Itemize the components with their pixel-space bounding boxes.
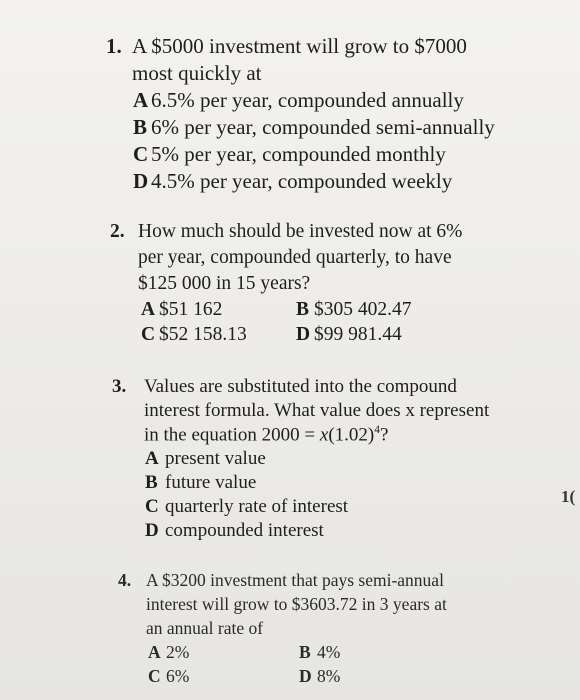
- question-4-option-b[interactable]: [299, 644, 340, 662]
- question-4-option-d[interactable]: [299, 668, 340, 686]
- question-3-stem-line-1: [112, 377, 489, 401]
- option-letter: A: [141, 299, 156, 320]
- question-4-stem-line-1: [118, 572, 447, 596]
- question-1-number: 1.: [106, 34, 122, 58]
- question-3-equation-line: [112, 425, 489, 449]
- question-4-option-a[interactable]: [148, 644, 299, 662]
- question-2-option-d[interactable]: [296, 325, 402, 345]
- question-4-stem-line-3: an annual rate of: [146, 618, 264, 638]
- question-3-option-c[interactable]: [112, 497, 489, 521]
- question-2-stem-line-3: $125 000 in 15 years?: [138, 273, 311, 294]
- equation-suffix: ?: [379, 424, 389, 446]
- question-4: [118, 572, 447, 692]
- option-text: future value: [165, 472, 257, 493]
- question-1-stem-line-1: [106, 36, 495, 63]
- option-letter: A: [133, 88, 149, 112]
- option-letter: B: [299, 642, 311, 662]
- question-1-stem-line-2: most quickly at: [132, 61, 262, 85]
- question-2-options-row-1: [110, 300, 462, 325]
- question-1-text: A $5000 investment will grow to $7000: [132, 34, 467, 58]
- option-letter: A: [145, 448, 159, 469]
- equation-prefix: in the equation 2000 =: [144, 424, 320, 446]
- equation-base: (1.02): [328, 424, 375, 446]
- option-text: 6%: [166, 666, 190, 686]
- question-1-option-d[interactable]: [106, 171, 495, 198]
- question-4-stem-line-2: interest will grow to $3603.72 in 3 years at: [146, 594, 447, 614]
- question-1-option-b[interactable]: [106, 117, 495, 144]
- question-3-option-b[interactable]: [112, 473, 489, 497]
- option-letter: D: [296, 324, 311, 345]
- question-2-stem-line-1: [110, 222, 462, 248]
- question-4-options-row-2: [118, 668, 447, 692]
- option-text: $305 402.47: [314, 299, 412, 320]
- option-text: 6% per year, compounded semi-annually: [151, 115, 495, 139]
- option-letter: A: [148, 642, 161, 662]
- option-letter: B: [145, 472, 158, 493]
- question-4-options-row-1: [118, 644, 447, 668]
- option-text: $52 158.13: [159, 324, 247, 345]
- option-letter: C: [148, 666, 161, 686]
- equation-exponent: 4: [374, 424, 380, 436]
- option-text: $51 162: [159, 299, 223, 320]
- option-letter: B: [296, 299, 310, 320]
- question-2-text: How much should be invested now at 6%: [138, 221, 463, 242]
- question-3-option-d[interactable]: [112, 521, 489, 545]
- option-letter: B: [133, 115, 148, 139]
- option-letter: D: [299, 666, 312, 686]
- option-text: present value: [165, 448, 266, 469]
- question-2-option-b[interactable]: [296, 300, 412, 320]
- option-text: 5% per year, compounded monthly: [151, 142, 446, 166]
- question-2-number: 2.: [110, 221, 125, 242]
- question-4-number: 4.: [118, 570, 132, 590]
- option-text: $99 981.44: [314, 324, 402, 345]
- question-2-stem-line-2: per year, compounded quarterly, to have: [138, 247, 452, 268]
- question-1: [106, 36, 495, 198]
- question-1-option-c[interactable]: [106, 144, 495, 171]
- option-text: quarterly rate of interest: [165, 496, 349, 517]
- question-4-option-c[interactable]: [148, 668, 299, 686]
- question-3: [112, 377, 489, 545]
- option-text: 8%: [317, 666, 341, 686]
- option-text: 2%: [166, 642, 190, 662]
- option-text: 4%: [317, 642, 341, 662]
- option-letter: D: [145, 520, 159, 541]
- option-letter: C: [133, 142, 149, 166]
- question-3-option-a[interactable]: [112, 449, 489, 473]
- option-letter: C: [141, 324, 156, 345]
- option-text: compounded interest: [165, 520, 324, 541]
- option-text: 6.5% per year, compounded annually: [151, 88, 464, 112]
- question-3-text: Values are substituted into the compound: [144, 376, 457, 397]
- question-2-options-row-2: [110, 325, 462, 350]
- equation-variable: x: [319, 424, 329, 446]
- cut-off-edge-text: 1(: [561, 487, 576, 506]
- question-2-option-a[interactable]: [141, 300, 296, 320]
- option-text: 4.5% per year, compounded weekly: [151, 169, 453, 193]
- option-letter: D: [133, 169, 149, 193]
- question-3-stem-line-2: interest formula. What value does x represent: [144, 400, 490, 421]
- question-2: [110, 222, 462, 350]
- question-4-text: A $3200 investment that pays semi-annual: [146, 570, 444, 590]
- question-1-option-a[interactable]: [106, 90, 495, 117]
- question-3-number: 3.: [112, 376, 127, 397]
- question-2-option-c[interactable]: [141, 325, 296, 345]
- option-letter: C: [145, 496, 159, 517]
